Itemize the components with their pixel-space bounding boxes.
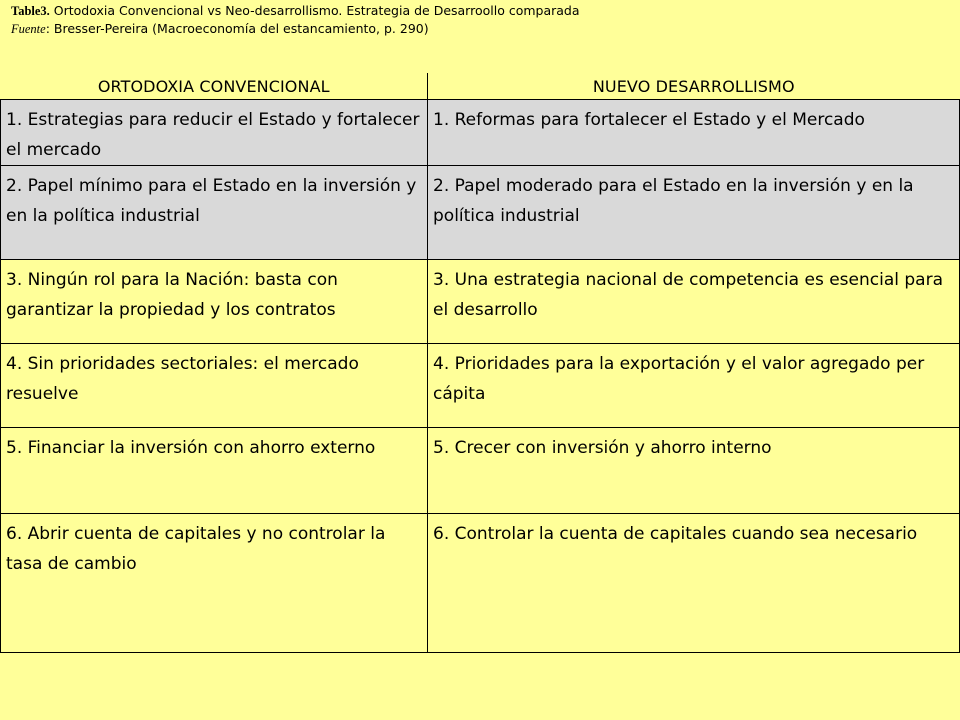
table-caption bbox=[11, 2, 580, 38]
table-header-row bbox=[1, 73, 960, 100]
table-row bbox=[1, 260, 960, 344]
source-text: : Bresser-Pereira (Macroeconomía del estancamiento, p. 290) bbox=[45, 21, 429, 36]
source-label: Fuente bbox=[11, 22, 46, 36]
cell-developmentalism: 5. Crecer con inversión y ahorro interno bbox=[428, 428, 960, 514]
table-label: Table3. bbox=[11, 4, 50, 18]
table-row bbox=[1, 514, 960, 653]
header-new-developmentalism: NUEVO DESARROLLISMO bbox=[428, 73, 960, 100]
comparison-table bbox=[0, 73, 960, 653]
cell-developmentalism: 4. Prioridades para la exportación y el valor agregado per cápita bbox=[428, 344, 960, 428]
cell-orthodoxy: 4. Sin prioridades sectoriales: el mercado resuelve bbox=[1, 344, 428, 428]
table-row bbox=[1, 100, 960, 166]
cell-orthodoxy: 6. Abrir cuenta de capitales y no controlar la tasa de cambio bbox=[1, 514, 428, 653]
cell-orthodoxy: 2. Papel mínimo para el Estado en la inversión y en la política industrial bbox=[1, 166, 428, 260]
caption-source-line bbox=[11, 20, 580, 38]
table-title: Ortodoxia Convencional vs Neo-desarrollismo. Estrategia de Desarroollo comparada bbox=[49, 3, 580, 18]
cell-orthodoxy: 5. Financiar la inversión con ahorro externo bbox=[1, 428, 428, 514]
cell-developmentalism: 3. Una estrategia nacional de competencia es esencial para el desarrollo bbox=[428, 260, 960, 344]
table-row bbox=[1, 166, 960, 260]
table-row bbox=[1, 344, 960, 428]
header-conventional-orthodoxy: ORTODOXIA CONVENCIONAL bbox=[1, 73, 428, 100]
cell-developmentalism: 1. Reformas para fortalecer el Estado y el Mercado bbox=[428, 100, 960, 166]
cell-orthodoxy: 3. Ningún rol para la Nación: basta con garantizar la propiedad y los contratos bbox=[1, 260, 428, 344]
table-row bbox=[1, 428, 960, 514]
cell-orthodoxy: 1. Estrategias para reducir el Estado y fortalecer el mercado bbox=[1, 100, 428, 166]
cell-developmentalism: 2. Papel moderado para el Estado en la inversión y en la política industrial bbox=[428, 166, 960, 260]
cell-developmentalism: 6. Controlar la cuenta de capitales cuando sea necesario bbox=[428, 514, 960, 653]
caption-title-line bbox=[11, 2, 580, 20]
